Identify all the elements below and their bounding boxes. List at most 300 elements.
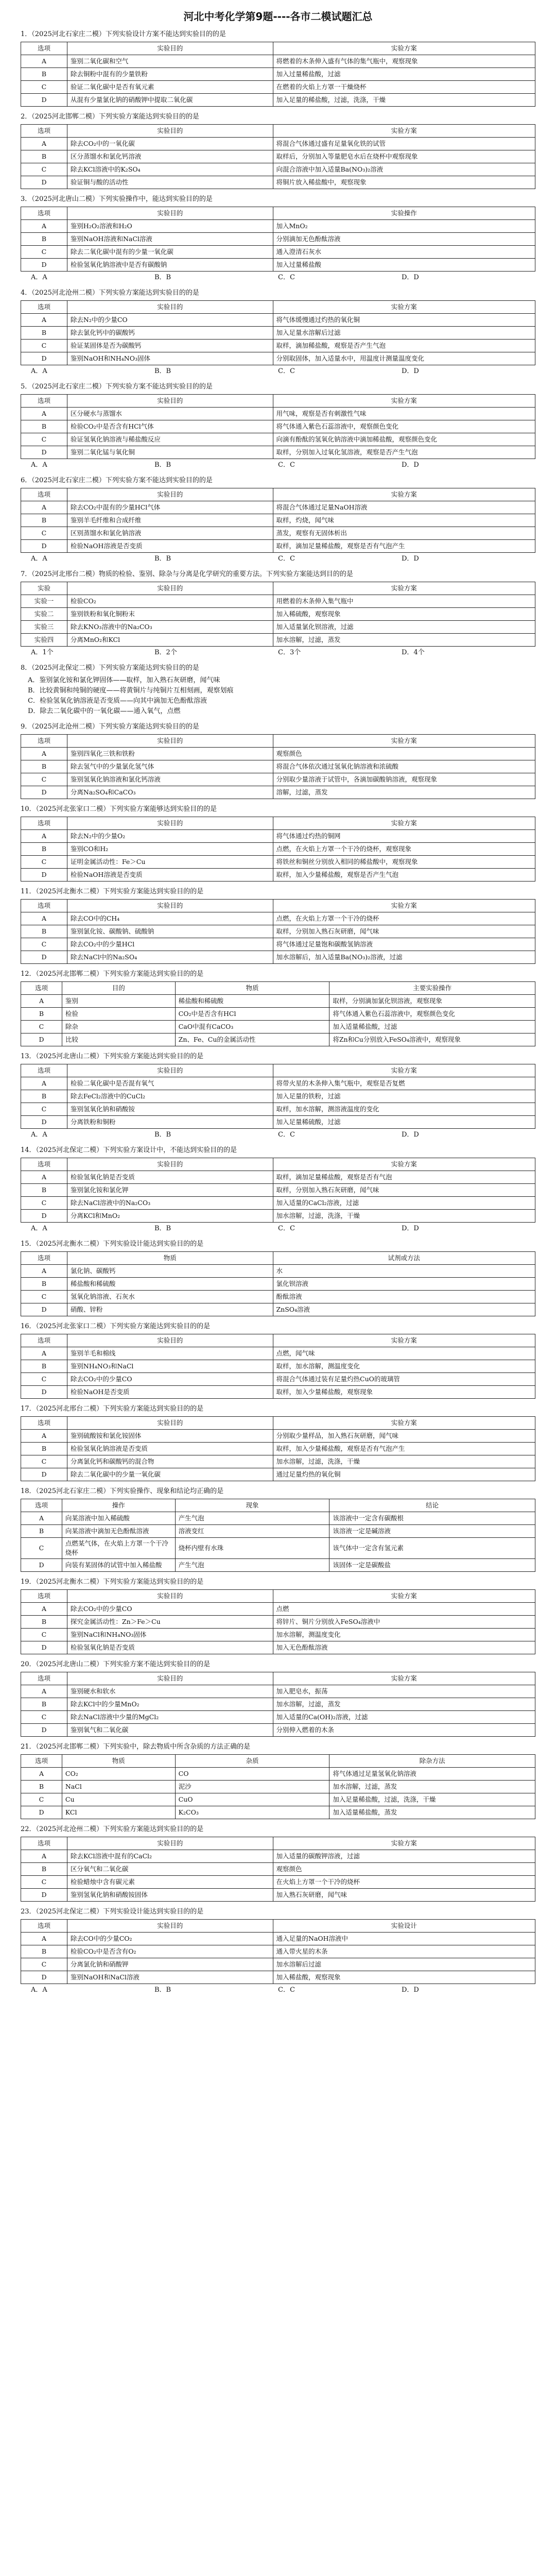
option-label: C bbox=[21, 527, 67, 540]
table-cell: 取样后，分别加入等量肥皂水后在烧杯中观察现象 bbox=[273, 150, 535, 163]
table-cell: 加水溶解，过滤，蒸发 bbox=[273, 634, 535, 647]
table-header-cell: 实验目的 bbox=[67, 1837, 273, 1850]
question bbox=[21, 382, 535, 470]
table-header-cell: 实验方案 bbox=[273, 817, 535, 830]
table-header-cell: 实验方案 bbox=[273, 1837, 535, 1850]
table-cell: 加入适量氯化钡溶液，过滤 bbox=[273, 621, 535, 634]
table-cell: 点燃，在火焰上方罩一个干冷的烧杯，观察现象 bbox=[273, 843, 535, 856]
table-cell: 加入MnO₂ bbox=[273, 220, 535, 233]
table-cell: 溶解，过滤，蒸发 bbox=[273, 786, 535, 799]
table-cell: 取样，加入少量稀盐酸，观察是否有气泡产生 bbox=[273, 1443, 535, 1455]
option-label: D bbox=[21, 1889, 67, 1902]
table-cell: 鉴别四氧化三铁和铁粉 bbox=[67, 748, 273, 760]
table-header-cell: 实验操作 bbox=[273, 207, 535, 220]
table-cell: 区分蒸馏水和氯化钙溶液 bbox=[67, 150, 273, 163]
table-cell: 探究金属活动性：Zn＞Fe＞Cu bbox=[67, 1616, 273, 1629]
table-cell: 氯化钡溶液 bbox=[273, 1278, 535, 1291]
table-header-cell: 选项 bbox=[21, 817, 67, 830]
table-header-cell: 选项 bbox=[21, 125, 67, 138]
table-row bbox=[21, 68, 535, 81]
options-table bbox=[21, 124, 535, 189]
table-row bbox=[21, 1629, 535, 1641]
table-cell: CuO bbox=[175, 1793, 329, 1806]
table-cell: 将气体通过足量氢氧化钠溶液 bbox=[329, 1768, 535, 1781]
table-cell: 比较 bbox=[62, 1033, 175, 1046]
question bbox=[21, 1145, 535, 1234]
answer-choice: B．2个 bbox=[154, 649, 177, 656]
table-header-row bbox=[21, 1672, 535, 1685]
table-header-cell: 实验目的 bbox=[67, 817, 273, 830]
answer-choices bbox=[21, 459, 535, 470]
table-cell: 氢氧化钠溶液、石灰水 bbox=[67, 1291, 273, 1303]
table-header-cell: 实验目的 bbox=[67, 42, 273, 55]
table-cell: CO₂中是否含有HCl bbox=[175, 1008, 329, 1021]
table-row bbox=[21, 1616, 535, 1629]
table-header-row bbox=[21, 1252, 535, 1265]
option-label: D bbox=[21, 1468, 67, 1481]
table-cell: 取样，加水溶解，测温度变化 bbox=[273, 1360, 535, 1373]
answer-choice: A．A bbox=[31, 1225, 47, 1232]
table-cell: 该溶液中一定含有碳酸根 bbox=[329, 1512, 535, 1525]
option-label: C bbox=[21, 246, 67, 259]
table-cell: 除去NaCl溶液中少量的MgCl₂ bbox=[67, 1711, 273, 1724]
table-header-row bbox=[21, 1064, 535, 1077]
table-header-row bbox=[21, 488, 535, 501]
table-cell: 向混合溶液中加入适量Ba(NO₃)₂溶液 bbox=[273, 163, 535, 176]
option-label: A bbox=[21, 408, 67, 420]
option-label: A bbox=[21, 995, 62, 1008]
table-header-cell: 选项 bbox=[21, 1672, 67, 1685]
table-cell: 鉴别 bbox=[62, 995, 175, 1008]
table-row bbox=[21, 352, 535, 365]
answer-choice: C．C bbox=[278, 274, 295, 281]
table-header-row bbox=[21, 1158, 535, 1171]
table-cell: 区别蒸馏水和氯化钠溶液 bbox=[67, 527, 273, 540]
table-row bbox=[21, 912, 535, 925]
table-row bbox=[21, 1360, 535, 1373]
table-header-cell: 实验目的 bbox=[67, 207, 273, 220]
table-row bbox=[21, 340, 535, 352]
table-cell: 分离KCl和MnO₂ bbox=[67, 1210, 273, 1223]
table-cell: 取样，加入少量稀盐酸，观察是否产生气泡 bbox=[273, 869, 535, 882]
option-label: A bbox=[21, 1430, 67, 1443]
table-header-cell: 选项 bbox=[21, 1499, 62, 1512]
table-row bbox=[21, 514, 535, 527]
options-table bbox=[21, 42, 535, 107]
table-cell: 鉴别羊毛和棉线 bbox=[67, 1347, 273, 1360]
table-header-row bbox=[21, 1417, 535, 1430]
table-row bbox=[21, 81, 535, 94]
table-cell: 鉴别硬水和软水 bbox=[67, 1685, 273, 1698]
table-cell: 鉴别氢氧化钠溶液和氯化钙溶液 bbox=[67, 773, 273, 786]
table-row bbox=[21, 220, 535, 233]
table-cell: 该气体中一定含有氢元素 bbox=[329, 1538, 535, 1559]
table-row bbox=[21, 1265, 535, 1278]
table-row bbox=[21, 1525, 535, 1538]
table-cell: 加入足量水溶解后过滤 bbox=[273, 327, 535, 340]
options-table bbox=[21, 1837, 535, 1902]
table-header-row bbox=[21, 301, 535, 314]
option-label: A bbox=[21, 1265, 67, 1278]
table-header-cell: 选项 bbox=[21, 982, 62, 995]
table-cell: 鉴别CO和H₂ bbox=[67, 843, 273, 856]
statement-list bbox=[21, 675, 535, 717]
table-cell: 除去CO₂中的一氧化碳 bbox=[67, 138, 273, 150]
option-label: B bbox=[21, 420, 67, 433]
table-header-row bbox=[21, 817, 535, 830]
table-row bbox=[21, 1685, 535, 1698]
option-label: D bbox=[21, 1116, 67, 1129]
table-cell: 除去CO₂中的少量CO bbox=[67, 1603, 273, 1616]
table-header-row bbox=[21, 1755, 535, 1768]
option-label: D bbox=[21, 176, 67, 189]
question bbox=[21, 288, 535, 377]
table-cell: 分别取固体，加入适量水中，用温度计测量温度变化 bbox=[273, 352, 535, 365]
table-cell: 检验CO₂ bbox=[67, 595, 273, 608]
option-label: C bbox=[21, 81, 67, 94]
option-label: B bbox=[21, 1945, 67, 1958]
option-label: D bbox=[21, 259, 67, 272]
question bbox=[21, 1052, 535, 1140]
table-header-cell: 实验方案 bbox=[273, 42, 535, 55]
table-row bbox=[21, 1698, 535, 1711]
question bbox=[21, 1907, 535, 1995]
table-cell: 烧杯内壁有水珠 bbox=[175, 1538, 329, 1559]
option-label: D bbox=[21, 1806, 62, 1819]
question-stem: 3．（2025河北唐山二模）下列实验操作中，能达到实验目的的是 bbox=[21, 195, 213, 203]
table-cell: 将混合气体通过足量NaOH溶液 bbox=[273, 501, 535, 514]
table-header-cell: 实验目的 bbox=[67, 1334, 273, 1347]
table-row bbox=[21, 856, 535, 869]
table-cell: ZnSO₄溶液 bbox=[273, 1303, 535, 1316]
table-cell: 用气味，观察是否有刺激性气味 bbox=[273, 408, 535, 420]
option-label: B bbox=[21, 150, 67, 163]
option-label: C bbox=[21, 1538, 62, 1559]
table-header-cell: 杂质 bbox=[175, 1755, 329, 1768]
options-table bbox=[21, 1499, 535, 1572]
table-header-cell: 实验方案 bbox=[273, 1334, 535, 1347]
option-label: A bbox=[21, 314, 67, 327]
table-row bbox=[21, 843, 535, 856]
table-cell: 在燃着的火焰上方罩一干燥烧杯 bbox=[273, 81, 535, 94]
table-cell: 除去N₂中的少量O₂ bbox=[67, 830, 273, 843]
table-row bbox=[21, 634, 535, 647]
options-table bbox=[21, 1672, 535, 1737]
table-cell: 鉴别NaOH和NaCl溶液 bbox=[67, 1971, 273, 1984]
table-header-cell: 实验方案 bbox=[273, 395, 535, 408]
table-header-cell: 实验方案 bbox=[273, 1672, 535, 1685]
question-stem: 9．（2025河北沧州二模）下列实验方案能达到实验目的的是 bbox=[21, 723, 199, 731]
table-cell: 除去氯化钙中的碳酸钙 bbox=[67, 327, 273, 340]
option-label: A bbox=[21, 1685, 67, 1698]
table-row bbox=[21, 773, 535, 786]
table-cell: 分离氯化钙和碳酸钙的混合物 bbox=[67, 1455, 273, 1468]
table-header-row bbox=[21, 1499, 535, 1512]
table-cell: 酚酞溶液 bbox=[273, 1291, 535, 1303]
table-cell: 取样，分别加入熟石灰研磨，闻气味 bbox=[273, 925, 535, 938]
table-cell: Zn、Fe、Cu的金属活动性 bbox=[175, 1033, 329, 1046]
answer-choice: D．D bbox=[402, 1225, 419, 1232]
answer-choices bbox=[21, 553, 535, 564]
table-cell: 加水溶解，过滤，蒸发 bbox=[273, 1698, 535, 1711]
table-cell: 将气体通过足量饱和碳酸氢钠溶液 bbox=[273, 938, 535, 951]
table-row bbox=[21, 1197, 535, 1210]
question-stem: 2．（2025河北邯郸二模）下列实验方案能达到实验目的的是 bbox=[21, 113, 199, 121]
table-row bbox=[21, 760, 535, 773]
table-cell: 验证铜与酸的活动性 bbox=[67, 176, 273, 189]
table-row bbox=[21, 55, 535, 68]
table-cell: 将气体缓慢通过灼热的氧化铜 bbox=[273, 314, 535, 327]
question bbox=[21, 1239, 535, 1316]
option-label: B bbox=[21, 1443, 67, 1455]
table-header-cell: 实验目的 bbox=[67, 301, 273, 314]
statement-item: C．检验氢氧化钠溶液是否变质——向其中滴加无色酚酞溶液 bbox=[28, 697, 207, 705]
option-label: A bbox=[21, 912, 67, 925]
table-row bbox=[21, 1768, 535, 1781]
table-header-cell: 现象 bbox=[175, 1499, 329, 1512]
option-label: C bbox=[21, 1021, 62, 1033]
table-cell: 加入适量稀盐酸，蒸发 bbox=[329, 1806, 535, 1819]
table-cell: 验证某固体是否为碳酸钙 bbox=[67, 340, 273, 352]
table-header-cell: 实验方案 bbox=[273, 1064, 535, 1077]
table-header-cell: 物质 bbox=[175, 982, 329, 995]
option-label: A bbox=[21, 1171, 67, 1184]
options-table bbox=[21, 1589, 535, 1654]
table-cell: 除去KCl溶液中混有的CaCl₂ bbox=[67, 1850, 273, 1863]
table-row bbox=[21, 138, 535, 150]
table-row bbox=[21, 1945, 535, 1958]
table-header-cell: 实验目的 bbox=[67, 1417, 273, 1430]
table-cell: 除去KCl溶液中的K₂SO₄ bbox=[67, 163, 273, 176]
option-label: A bbox=[21, 55, 67, 68]
table-row bbox=[21, 540, 535, 553]
table-cell: 分离MnO₂和KCl bbox=[67, 634, 273, 647]
question-stem: 6．（2025河北石家庄二模）下列实验方案不能达到实验目的的是 bbox=[21, 477, 213, 484]
answer-choice: D．4个 bbox=[402, 649, 425, 656]
table-cell: 加入无色酚酞溶液 bbox=[273, 1641, 535, 1654]
table-row bbox=[21, 938, 535, 951]
question-stem: 19．（2025河北衡水二模）下列实验方案能达到实验目的的是 bbox=[21, 1578, 204, 1586]
table-row bbox=[21, 327, 535, 340]
table-cell: 点燃 bbox=[273, 1603, 535, 1616]
table-cell: 检验氢氧化钠是否变质 bbox=[67, 1171, 273, 1184]
table-cell: 证明金属活动性：Fe＞Cu bbox=[67, 856, 273, 869]
table-cell: 除去CO₂中混有的少量HCl气体 bbox=[67, 501, 273, 514]
table-row bbox=[21, 501, 535, 514]
table-header-cell: 实验目的 bbox=[67, 1158, 273, 1171]
question bbox=[21, 1404, 535, 1481]
table-cell: 区分硬水与蒸馏水 bbox=[67, 408, 273, 420]
statement-item: A．鉴别氯化铵和氯化钾固体——取样，加入熟石灰研磨，闻气味 bbox=[28, 676, 220, 684]
table-row bbox=[21, 176, 535, 189]
table-row bbox=[21, 1090, 535, 1103]
table-header-row bbox=[21, 735, 535, 748]
option-label: C bbox=[21, 433, 67, 446]
answer-choice: A．A bbox=[31, 461, 47, 469]
table-row bbox=[21, 1641, 535, 1654]
table-cell: 鉴别氯化铵、碳酸钠、硫酸钠 bbox=[67, 925, 273, 938]
table-cell: 向滴有酚酞的氢氧化钠溶液中滴加稀盐酸，观察颜色变化 bbox=[273, 433, 535, 446]
question-stem: 21．（2025河北邯郸二模）下列实验中，除去物质中所含杂质的方法正确的是 bbox=[21, 1743, 251, 1751]
table-header-cell: 实验目的 bbox=[67, 900, 273, 912]
table-row bbox=[21, 1603, 535, 1616]
table-cell: 该固体一定是碳酸盐 bbox=[329, 1559, 535, 1572]
table-row bbox=[21, 1876, 535, 1889]
table-header-row bbox=[21, 207, 535, 220]
table-header-cell: 选项 bbox=[21, 1064, 67, 1077]
table-cell: 分别取少量样品，加入熟石灰研磨，闻气味 bbox=[273, 1430, 535, 1443]
table-cell: 分离氯化钠和硝酸钾 bbox=[67, 1958, 273, 1971]
option-label: D bbox=[21, 869, 67, 882]
question-stem: 11．（2025河北衡水二模）下列实验方案能达到实验目的的是 bbox=[21, 888, 204, 895]
option-label: C bbox=[21, 340, 67, 352]
table-cell: 加入稀盐酸，观察现象 bbox=[273, 1971, 535, 1984]
table-cell: NaCl bbox=[62, 1781, 175, 1793]
answer-choices bbox=[21, 1223, 535, 1234]
option-label: B bbox=[21, 1278, 67, 1291]
option-label: A bbox=[21, 830, 67, 843]
table-row bbox=[21, 1373, 535, 1386]
option-label: C bbox=[21, 1197, 67, 1210]
option-label: B bbox=[21, 68, 67, 81]
table-cell: Cu bbox=[62, 1793, 175, 1806]
answer-choice: A．A bbox=[31, 1986, 47, 1994]
table-cell: 取样，加水溶解，测溶液温度的变化 bbox=[273, 1103, 535, 1116]
table-row bbox=[21, 233, 535, 246]
table-header-cell: 实验方案 bbox=[273, 582, 535, 595]
table-cell: CO bbox=[175, 1768, 329, 1781]
table-cell: 在火焰上方罩一个干冷的烧杯 bbox=[273, 1876, 535, 1889]
option-label: D bbox=[21, 352, 67, 365]
table-cell: CaO中混有CaCO₃ bbox=[175, 1021, 329, 1033]
table-cell: 检验氢氧化钠溶液是否变质 bbox=[67, 1443, 273, 1455]
table-row bbox=[21, 786, 535, 799]
question-stem: 8．（2025河北保定二模）下列实验方案能达到实验目的的是 bbox=[21, 664, 199, 672]
table-header-row bbox=[21, 1590, 535, 1603]
table-cell: 加入足量稀硫酸，过滤 bbox=[273, 1116, 535, 1129]
table-cell: 加入适量的Ca(OH)₂溶液，过滤 bbox=[273, 1711, 535, 1724]
table-cell: 加入稀硫酸，观察现象 bbox=[273, 608, 535, 621]
table-cell: 将Zn和Cu分别放入FeSO₄溶液中，观察现象 bbox=[329, 1033, 535, 1046]
table-cell: 鉴别铁粉和氧化铜粉末 bbox=[67, 608, 273, 621]
table-row bbox=[21, 1210, 535, 1223]
option-label: D bbox=[21, 786, 67, 799]
question-stem: 14．（2025河北保定二模）下列实验方案设计中，不能达到实验目的的是 bbox=[21, 1146, 237, 1154]
answer-choice: B．B bbox=[154, 1225, 171, 1232]
table-header-row bbox=[21, 900, 535, 912]
table-row bbox=[21, 1021, 535, 1033]
option-label: D bbox=[21, 951, 67, 964]
table-row bbox=[21, 527, 535, 540]
table-cell: 加入足量稀盐酸，过滤，洗涤，干燥 bbox=[329, 1793, 535, 1806]
question-stem: 10．（2025河北张家口二模）下列实验方案能够达到实验目的的是 bbox=[21, 805, 217, 813]
question-stem: 5．（2025河北石家庄二模）下列实验方案不能达到实验目的的是 bbox=[21, 383, 213, 391]
table-cell: 鉴别氢氧化钠和硝酸铵固体 bbox=[67, 1889, 273, 1902]
table-cell: 产生气泡 bbox=[175, 1512, 329, 1525]
option-label: C bbox=[21, 773, 67, 786]
table-row bbox=[21, 420, 535, 433]
table-header-cell: 实验目的 bbox=[67, 1672, 273, 1685]
table-cell: 通过足量灼热的氧化铜 bbox=[273, 1468, 535, 1481]
table-row bbox=[21, 408, 535, 420]
table-cell: 检验蜡烛中含有碳元素 bbox=[67, 1876, 273, 1889]
answer-choice: D．D bbox=[402, 555, 419, 563]
question bbox=[21, 969, 535, 1046]
table-cell: 鉴别NaCl和NH₄NO₃固体 bbox=[67, 1629, 273, 1641]
table-cell: 泥沙 bbox=[175, 1781, 329, 1793]
options-table bbox=[21, 1064, 535, 1129]
table-cell: 除去CO中的少量CO₂ bbox=[67, 1933, 273, 1945]
table-cell: 加入足量的铁粉，过滤 bbox=[273, 1090, 535, 1103]
table-header-cell: 物质 bbox=[62, 1755, 175, 1768]
table-row bbox=[21, 246, 535, 259]
table-header-row bbox=[21, 395, 535, 408]
table-cell: 除去FeCl₂溶液中的CuCl₂ bbox=[67, 1090, 273, 1103]
table-cell: 点燃，闻气味 bbox=[273, 1347, 535, 1360]
table-row bbox=[21, 1116, 535, 1129]
answer-choice: C．C bbox=[278, 1131, 295, 1139]
answer-choices bbox=[21, 272, 535, 283]
table-cell: 区分氧气和二氧化碳 bbox=[67, 1863, 273, 1876]
option-label: 实验三 bbox=[21, 621, 67, 634]
option-label: B bbox=[21, 1090, 67, 1103]
answer-choices bbox=[21, 1129, 535, 1140]
option-label: A bbox=[21, 1512, 62, 1525]
table-cell: 检验CO₂中是否含有HCl气体 bbox=[67, 420, 273, 433]
table-cell: 加水溶解，测温度变化 bbox=[273, 1629, 535, 1641]
table-row bbox=[21, 608, 535, 621]
option-label: B bbox=[21, 327, 67, 340]
table-cell: 点燃，在火焰上方罩一个干冷的烧杯 bbox=[273, 912, 535, 925]
options-table bbox=[21, 1251, 535, 1316]
table-cell: 检验氢氧化钠是否变质 bbox=[67, 1641, 273, 1654]
table-row bbox=[21, 1443, 535, 1455]
table-cell: 鉴别二氧化锰与氧化铜 bbox=[67, 446, 273, 459]
question-stem: 12．（2025河北邯郸二模）下列实验方案能达到实验目的的是 bbox=[21, 970, 204, 978]
table-row bbox=[21, 748, 535, 760]
answer-choice: C．3个 bbox=[278, 649, 301, 656]
table-row bbox=[21, 1958, 535, 1971]
table-row bbox=[21, 259, 535, 272]
table-header-cell: 选项 bbox=[21, 1920, 67, 1933]
table-cell: 取样，加入少量稀盐酸，观察现象 bbox=[273, 1386, 535, 1399]
table-header-row bbox=[21, 125, 535, 138]
option-label: D bbox=[21, 1210, 67, 1223]
option-label: D bbox=[21, 1971, 67, 1984]
options-table bbox=[21, 207, 535, 272]
option-label: B bbox=[21, 1360, 67, 1373]
answer-choice: B．B bbox=[154, 1131, 171, 1139]
table-header-cell: 选项 bbox=[21, 1158, 67, 1171]
option-label: A bbox=[21, 220, 67, 233]
table-cell: 分别滴加无色酚酞溶液 bbox=[273, 233, 535, 246]
option-label: A bbox=[21, 1603, 67, 1616]
options-table bbox=[21, 899, 535, 964]
table-row bbox=[21, 995, 535, 1008]
answer-choice: B．B bbox=[154, 555, 171, 563]
table-cell: 分离铁粉和铜粉 bbox=[67, 1116, 273, 1129]
table-cell: 取样，分别加入熟石灰研磨，闻气味 bbox=[273, 1184, 535, 1197]
option-label: B bbox=[21, 1781, 62, 1793]
answer-choice: B．B bbox=[154, 1986, 171, 1994]
question bbox=[21, 1486, 535, 1572]
answer-choice: B．B bbox=[154, 274, 171, 281]
table-cell: KCl bbox=[62, 1806, 175, 1819]
option-label: A bbox=[21, 1768, 62, 1781]
table-cell: 鉴别羊毛纤维和合成纤维 bbox=[67, 514, 273, 527]
table-cell: 将气体通入紫色石蕊溶液中，观察颜色变化 bbox=[329, 1008, 535, 1021]
table-cell: 分离Na₂SO₄和CaCO₃ bbox=[67, 786, 273, 799]
